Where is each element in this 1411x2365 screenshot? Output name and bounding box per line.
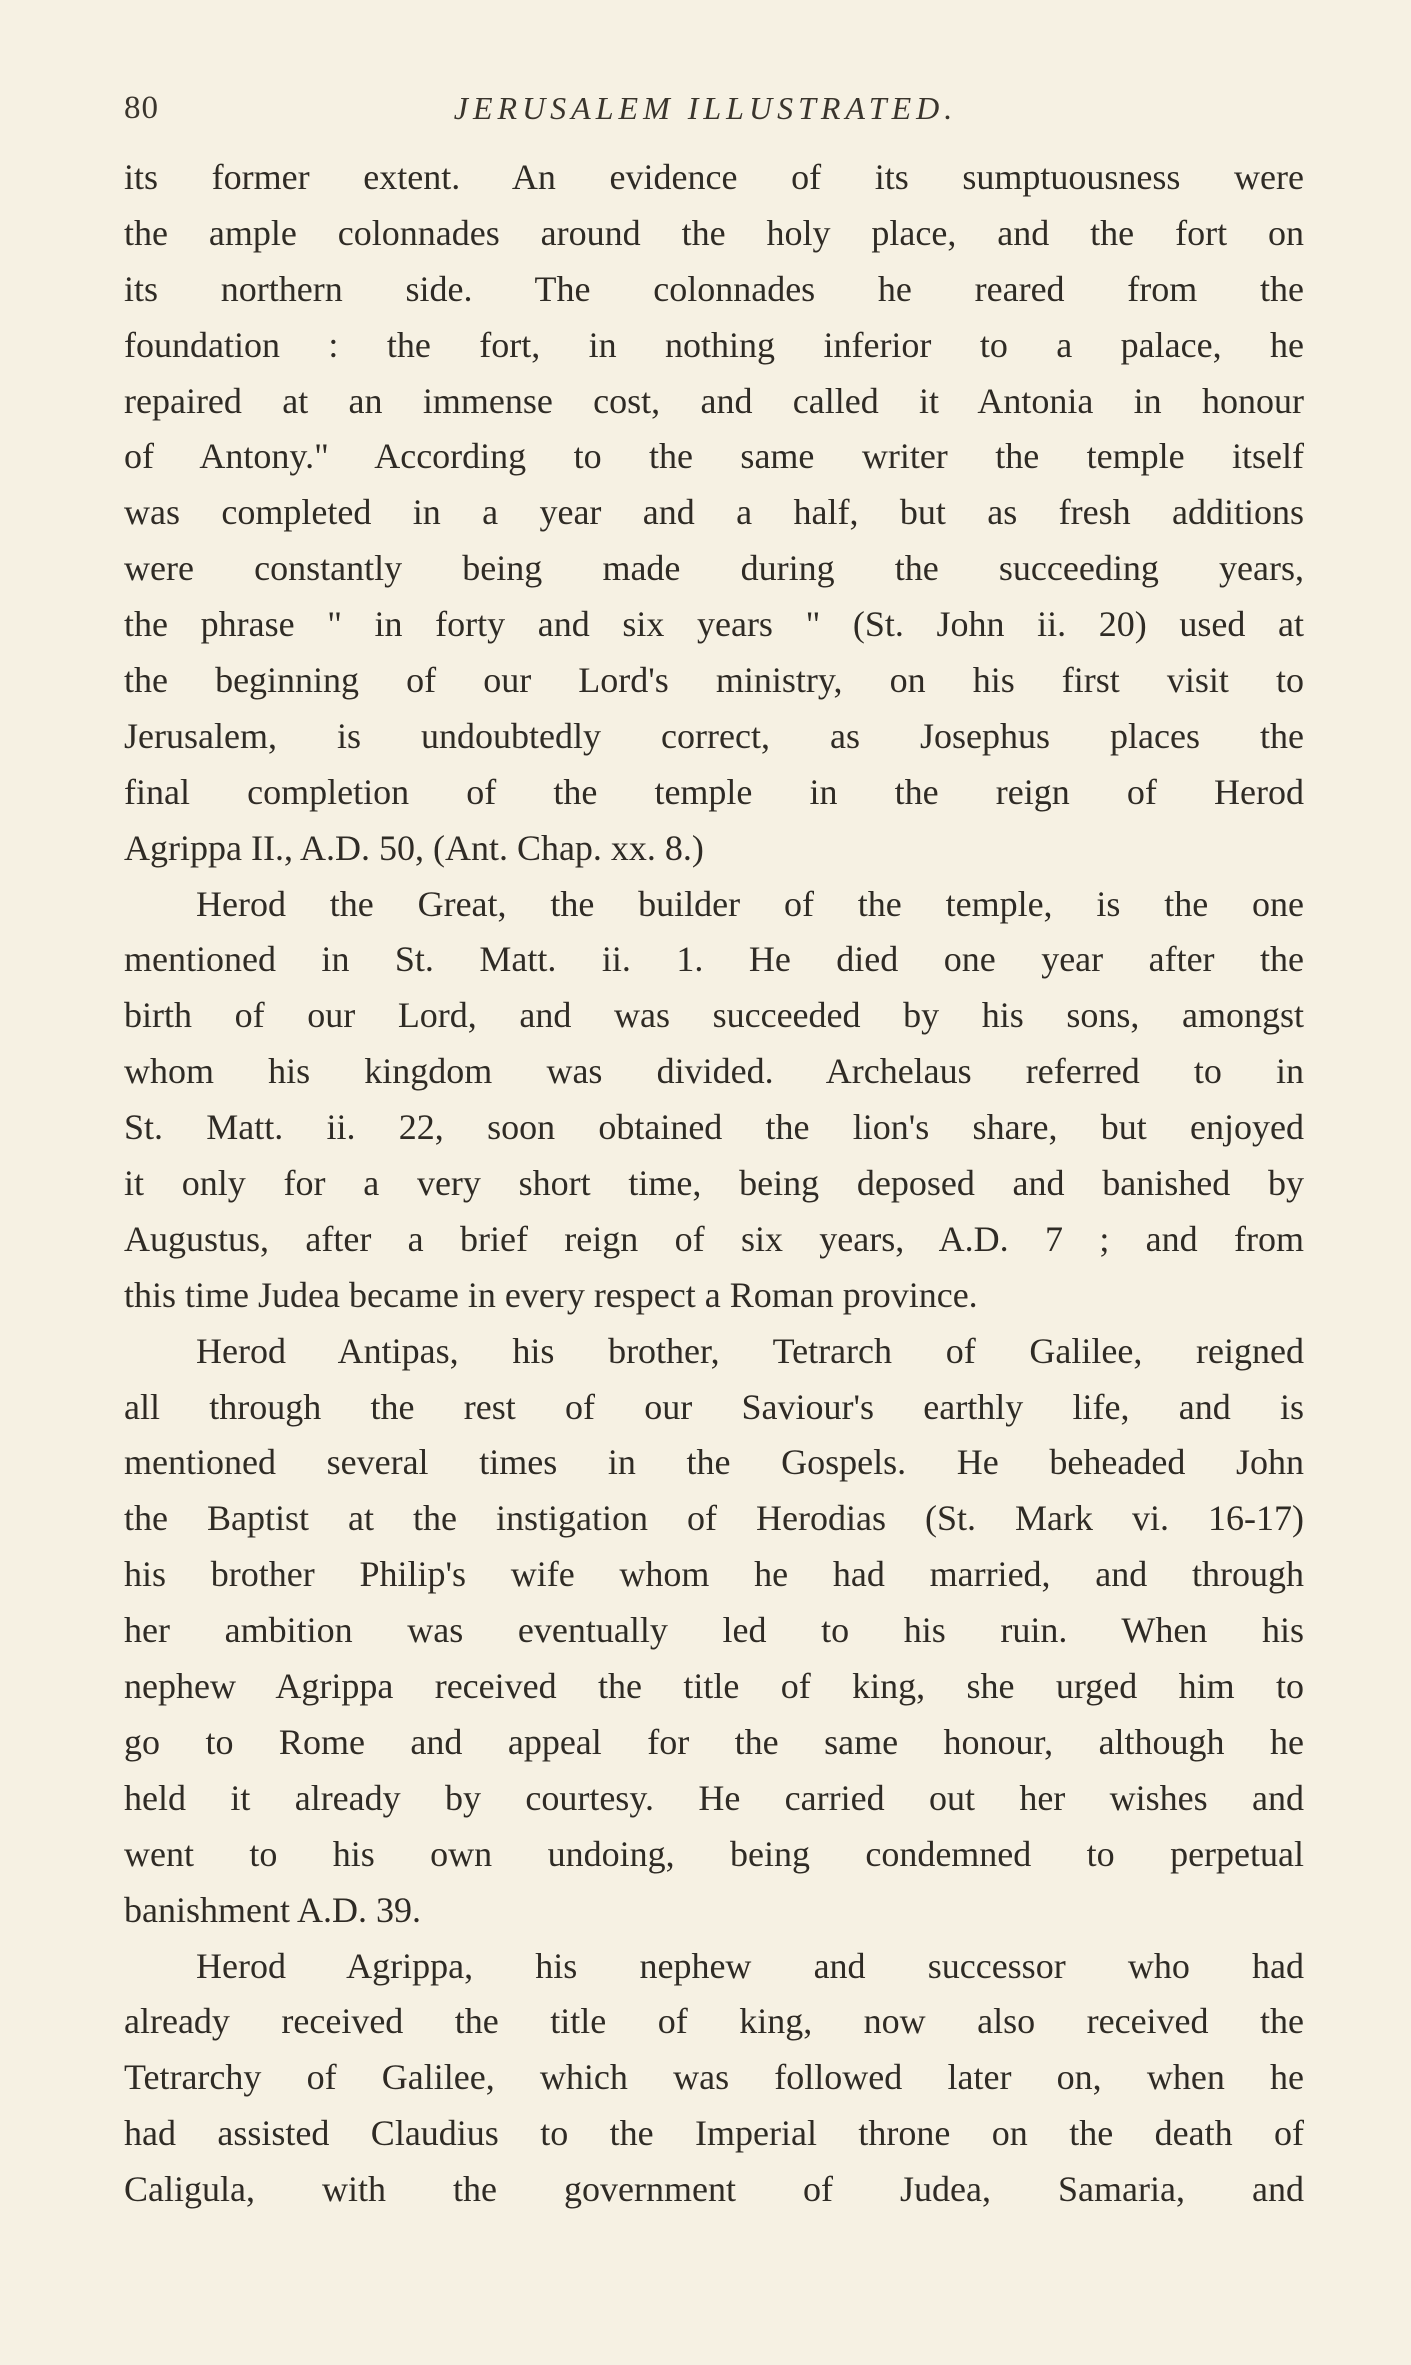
text-line: her ambition was eventually led to his ruin. When his xyxy=(124,1610,1304,1651)
text-line: the beginning of our Lord's ministry, on his first visit to xyxy=(124,660,1304,701)
text-line: it only for a very short time, being deposed and banished by xyxy=(124,1163,1304,1204)
text-line: his brother Philip's wife whom he had married, and through xyxy=(124,1554,1304,1595)
text-line: the ample colonnades around the holy place, and the fort on xyxy=(124,212,1304,253)
text-line: Agrippa II., A.D. 50, (Ant. Chap. xx. 8.) xyxy=(124,827,704,868)
text-line: St. Matt. ii. 22, soon obtained the lion's share, but enjoyed xyxy=(124,1107,1304,1148)
text-line: its former extent. An evidence of its sumptuousness were xyxy=(124,157,1304,197)
text-line: this time Judea became in every respect a Roman province. xyxy=(124,1274,978,1315)
text-line: Herod Antipas, his brother, Tetrarch of Galilee, reigned xyxy=(196,1330,1304,1371)
text-line: the Baptist at the instigation of Herodias (St. Mark vi. 16-17) xyxy=(124,1498,1304,1539)
text-line: Tetrarchy of Galilee, which was followed later on, when he xyxy=(124,2057,1304,2098)
body-text xyxy=(124,150,1304,2218)
text-line: mentioned several times in the Gospels. He beheaded John xyxy=(124,1442,1304,1483)
text-line: banishment A.D. 39. xyxy=(124,1889,421,1930)
page-number: 80 xyxy=(124,90,159,126)
text-line: repaired at an immense cost, and called it Antonia in honour xyxy=(124,380,1304,421)
text-line: had assisted Claudius to the Imperial throne on the death of xyxy=(124,2113,1304,2154)
text-line: final completion of the temple in the reign of Herod xyxy=(124,771,1304,812)
text-line: mentioned in St. Matt. ii. 1. He died one year after the xyxy=(124,939,1304,980)
text-line: all through the rest of our Saviour's earthly life, and is xyxy=(124,1386,1304,1427)
text-line: Caligula, with the government of Judea, Samaria, and xyxy=(124,2169,1304,2210)
text-line: foundation : the fort, in nothing inferior to a palace, he xyxy=(124,324,1304,365)
text-line: of Antony." According to the same writer the temple itself xyxy=(124,436,1304,477)
text-line: went to his own undoing, being condemned to perpetual xyxy=(124,1833,1304,1874)
text-line: Augustus, after a brief reign of six years, A.D. 7 ; and from xyxy=(124,1218,1304,1259)
text-line: the phrase " in forty and six years " (St. John ii. 20) used at xyxy=(124,604,1304,645)
text-line: nephew Agrippa received the title of king, she urged him to xyxy=(124,1666,1304,1707)
text-line: were constantly being made during the succeeding years, xyxy=(124,548,1304,589)
text-line: held it already by courtesy. He carried out her wishes and xyxy=(124,1777,1304,1818)
text-line: Herod the Great, the builder of the temple, is the one xyxy=(196,883,1304,924)
text-line: birth of our Lord, and was succeeded by his sons, amongst xyxy=(124,995,1304,1036)
text-line: already received the title of king, now also received the xyxy=(124,2001,1304,2042)
text-line: its northern side. The colonnades he reared from the xyxy=(124,268,1304,309)
text-line: go to Rome and appeal for the same honour, although he xyxy=(124,1721,1304,1762)
text-line: Jerusalem, is undoubtedly correct, as Josephus places the xyxy=(124,715,1304,756)
running-head xyxy=(0,78,1411,138)
text-line: Herod Agrippa, his nephew and successor who had xyxy=(196,1945,1304,1986)
running-title: JERUSALEM ILLUSTRATED. xyxy=(453,90,958,126)
text-line: was completed in a year and a half, but as fresh additions xyxy=(124,492,1304,533)
text-line: whom his kingdom was divided. Archelaus referred to in xyxy=(124,1051,1304,1092)
